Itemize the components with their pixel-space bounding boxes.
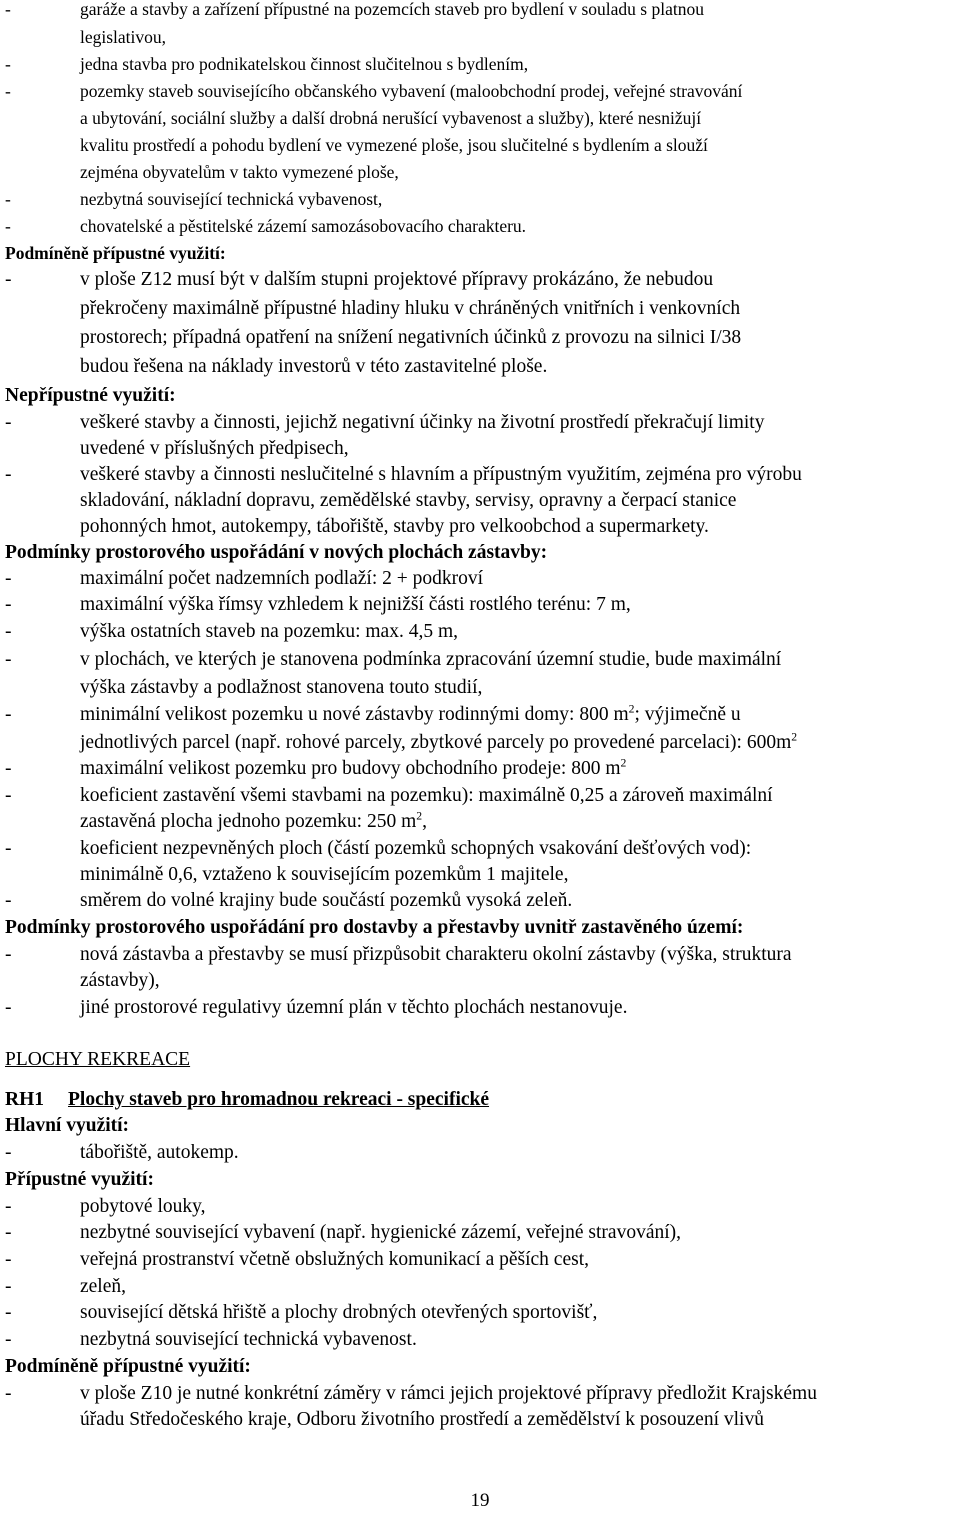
line-text: koeficient nezpevněných ploch (částí pozemků schopných vsakování dešťových vod): — [80, 838, 752, 859]
area-code: RH1 — [5, 1089, 44, 1110]
line-text: úřadu Středočeského kraje, Odboru životního prostředí a zemědělství k posouzení vlivů — [80, 1409, 764, 1430]
line-text: veškeré stavby a činnosti, jejichž negativní účinky na životní prostředí překračují limity — [80, 412, 765, 433]
bullet-dash: - — [5, 216, 11, 236]
line-text: veřejná prostranství včetně obslužných komunikací a pěších cest, — [80, 1249, 589, 1270]
line-text: Nepřípustné využití: — [5, 385, 176, 406]
bullet-dash: - — [5, 568, 12, 589]
bullet-dash: - — [5, 81, 11, 101]
section-heading — [5, 1111, 129, 1140]
list-item-continuation — [80, 966, 160, 995]
line-text: pohonných hmot, autokempy, tábořiště, stavby pro velkoobchod a supermarkety. — [80, 516, 709, 537]
list-item-continuation — [80, 860, 568, 889]
superscript: 2 — [416, 809, 423, 823]
list-item-body — [80, 1245, 589, 1274]
line-text: skladování, nákladní dopravu, zemědělské stavby, servisy, opravny a čerpací stanice — [80, 490, 737, 511]
list-item-body — [80, 617, 458, 646]
list-item-body — [80, 993, 627, 1022]
list-item-continuation — [80, 323, 741, 352]
line-text: jiné prostorové regulativy územní plán v těchto plochách nestanovuje. — [80, 997, 628, 1018]
list-item-continuation — [80, 131, 708, 159]
line-text: Podmínky prostorového uspořádání pro dostavby a přestavby uvnitř zastavěného území: — [5, 917, 744, 938]
bullet-dash: - — [5, 189, 11, 209]
list-item-body — [80, 645, 781, 674]
superscript: 2 — [620, 756, 627, 770]
bullet-dash: - — [5, 704, 12, 725]
line-text: zástavby), — [80, 970, 160, 991]
bullet-dash: - — [5, 1383, 12, 1404]
bullet-dash: - — [5, 621, 12, 642]
line-text: související dětská hřiště a plochy drobných otevřených sportovišť, — [80, 1302, 598, 1323]
list-item-body — [80, 1192, 205, 1221]
superscript: 2 — [628, 702, 635, 716]
bullet-dash: - — [5, 944, 12, 965]
bullet-dash: - — [5, 269, 12, 290]
list-item-continuation — [80, 512, 709, 541]
page-number: 19 — [470, 1490, 490, 1511]
line-text: v ploše Z10 je nutné konkrétní záměry v rámci jejich projektové přípravy předložit Krajskému — [80, 1383, 817, 1404]
line-text: legislativou, — [80, 27, 167, 47]
list-item-continuation — [80, 158, 399, 186]
section-heading — [5, 1165, 154, 1194]
section-heading — [5, 538, 547, 567]
line-text: budou řešena na náklady investorů v této zastavitelné ploše. — [80, 356, 548, 377]
section-heading — [5, 913, 743, 942]
section-heading — [5, 381, 176, 410]
bullet-dash: - — [5, 1142, 12, 1163]
line-text: minimálně 0,6, vztaženo k souvisejícím pozemkům 1 majitele, — [80, 864, 569, 885]
line-text: veškeré stavby a činnosti neslučitelné s hlavním a přípustným využitím, zejména pro výrobu — [80, 464, 802, 485]
bullet-dash: - — [5, 1249, 12, 1270]
list-item-body — [80, 1298, 597, 1327]
list-item-body — [80, 0, 704, 23]
line-text-after: , — [422, 811, 427, 832]
bullet-dash: - — [5, 464, 12, 485]
bullet-dash: - — [5, 1222, 12, 1243]
list-item-continuation — [80, 1405, 764, 1434]
line-text-after: ; výjimečně u — [634, 704, 741, 725]
list-item-body — [80, 50, 528, 78]
bullet-dash: - — [5, 838, 12, 859]
bullet-dash: - — [5, 1329, 12, 1350]
list-item-continuation — [80, 807, 427, 836]
line-text: v plochách, ve kterých je stanovena podmínka zpracování územní studie, bude maximální — [80, 649, 782, 670]
line-text: garáže a stavby a zařízení přípustné na pozemcích staveb pro bydlení v souladu s platnou — [80, 0, 704, 19]
line-text: chovatelské a pěstitelské zázemí samozásobovacího charakteru. — [80, 216, 527, 236]
list-item-continuation — [80, 352, 547, 381]
superscript: 2 — [791, 730, 798, 744]
bullet-dash: - — [5, 997, 12, 1018]
list-item-body — [80, 1138, 239, 1167]
line-text: jedna stavba pro podnikatelskou činnost slučitelnou s bydlením, — [80, 54, 529, 74]
list-item-body — [80, 564, 483, 593]
list-item-body — [80, 1325, 417, 1354]
line-text: směrem do volné krajiny bude součástí pozemků vysoká zeleň. — [80, 890, 573, 911]
list-item-body — [80, 460, 802, 489]
list-item-continuation — [80, 434, 349, 463]
bullet-dash: - — [5, 890, 12, 911]
list-item-body — [80, 781, 773, 810]
list-item-body — [80, 212, 526, 240]
list-item-body — [80, 185, 382, 213]
bullet-dash: - — [5, 0, 11, 19]
bullet-dash: - — [5, 649, 12, 670]
line-text: nezbytná související technická vybavenost, — [80, 189, 383, 209]
line-text: minimální velikost pozemku u nové zástavby rodinnými domy: 800 m — [80, 704, 629, 725]
list-item-continuation — [80, 104, 701, 132]
bullet-dash: - — [5, 412, 12, 433]
area-title: Plochy staveb pro hromadnou rekreaci - specifické — [68, 1089, 490, 1110]
line-text: zeleň, — [80, 1276, 127, 1297]
line-text: maximální výška římsy vzhledem k nejnižší části rostlého terénu: 7 m, — [80, 594, 631, 615]
bullet-dash: - — [5, 1302, 12, 1323]
line-text: Podmíněně přípustné využití: — [5, 1356, 251, 1377]
line-text: Podmíněně přípustné využití: — [5, 243, 226, 263]
line-text: nezbytná související technická vybavenost. — [80, 1329, 417, 1350]
line-text: PLOCHY REKREACE — [5, 1049, 191, 1070]
line-text: Přípustné využití: — [5, 1169, 154, 1190]
line-text: tábořiště, autokemp. — [80, 1142, 239, 1163]
line-text: prostorech; případná opatření na snížení negativních účinků z provozu na silnici I/38 — [80, 327, 742, 348]
line-text: výška zástavby a podlažnost stanovena touto studií, — [80, 677, 483, 698]
bullet-dash: - — [5, 758, 12, 779]
list-item-continuation — [80, 728, 797, 757]
line-text: Podmínky prostorového uspořádání v nových plochách zástavby: — [5, 542, 548, 563]
line-text: maximální počet nadzemních podlaží: 2 + podkroví — [80, 568, 484, 589]
section-heading — [5, 239, 226, 267]
line-text: jednotlivých parcel (např. rohové parcely, zbytkové parcely po provedené parcelaci): 600m — [80, 732, 792, 753]
line-text: překročeny maximálně přípustné hladiny hluku v chráněných vnitřních i venkovních — [80, 298, 741, 319]
list-item-continuation — [80, 294, 740, 323]
list-item-body — [80, 834, 751, 863]
list-item-body — [80, 1272, 126, 1301]
list-item-body — [80, 1379, 817, 1408]
line-text: výška ostatních staveb na pozemku: max. 4,5 m, — [80, 621, 459, 642]
list-item-continuation — [80, 23, 166, 51]
list-item-body — [80, 940, 792, 969]
line-text: zastavěná plocha jednoho pozemku: 250 m — [80, 811, 417, 832]
bullet-dash: - — [5, 1276, 12, 1297]
list-item-body — [80, 77, 742, 105]
list-item-body — [80, 1218, 681, 1247]
line-text: maximální velikost pozemku pro budovy obchodního prodeje: 800 m — [80, 758, 621, 779]
line-text: Hlavní využití: — [5, 1115, 130, 1136]
list-item-body — [80, 700, 741, 729]
list-item-body — [80, 754, 626, 783]
line-text: pobytové louky, — [80, 1196, 206, 1217]
line-text: v ploše Z12 musí být v dalším stupni projektové přípravy prokázáno, že nebudou — [80, 269, 714, 290]
line-text: zejména obyvatelům v takto vymezené ploše, — [80, 162, 399, 182]
line-text: nová zástavba a přestavby se musí přizpůsobit charakteru okolní zástavby (výška, struktura — [80, 944, 792, 965]
list-item-continuation — [80, 486, 736, 515]
line-text: pozemky staveb souvisejícího občanského vybavení (maloobchodní prodej, veřejné stravování — [80, 81, 743, 101]
section-heading — [5, 1352, 251, 1381]
list-item-body — [80, 886, 572, 915]
chapter-title — [5, 1045, 190, 1074]
list-item-body — [80, 408, 764, 437]
bullet-dash: - — [5, 594, 12, 615]
line-text: uvedené v příslušných předpisech, — [80, 438, 349, 459]
list-item-body — [80, 590, 631, 619]
bullet-dash: - — [5, 785, 12, 806]
list-item-continuation — [80, 673, 482, 702]
list-item-body — [80, 265, 713, 294]
line-text: nezbytné související vybavení (např. hygienické zázemí, veřejné stravování), — [80, 1222, 682, 1243]
line-text: a ubytování, sociální služby a další drobná nerušící vybavenost a služby), které nesnižují — [80, 108, 702, 128]
line-text: kvalitu prostředí a pohodu bydlení ve vymezené ploše, jsou slučitelné s bydlením a slouží — [80, 135, 708, 155]
line-text: koeficient zastavění všemi stavbami na pozemku): maximálně 0,25 a zároveň maximální — [80, 785, 773, 806]
bullet-dash: - — [5, 54, 11, 74]
bullet-dash: - — [5, 1196, 12, 1217]
